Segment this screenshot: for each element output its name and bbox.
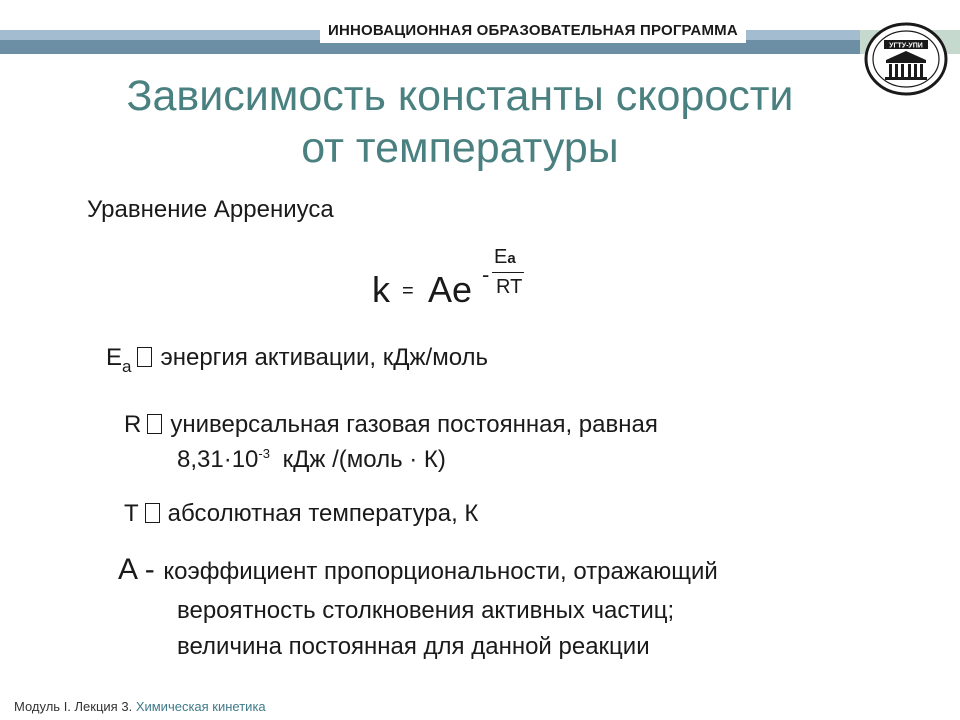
definition-r-value: $8,31\cdot 10^{-3}$ кДж /(моль · К) — [177, 446, 446, 473]
formula-equals: = — [402, 280, 414, 302]
university-logo — [864, 22, 948, 96]
missing-glyph-icon — [137, 347, 152, 367]
definition-ea: $E_a$ энергия активации, кДж/моль — [106, 344, 489, 376]
title-line-1: Зависимость константы скорости — [126, 72, 794, 120]
formula-minus: - — [482, 262, 490, 287]
footer-topic: Химическая кинетика — [135, 699, 266, 714]
formula-denominator: RT — [496, 276, 523, 298]
missing-glyph-icon — [147, 414, 162, 434]
logo-text: УГТУ-УПИ — [889, 42, 923, 50]
definition-a-line-3: величина постоянная для данной реакции — [177, 633, 650, 660]
slide-title — [60, 70, 860, 174]
program-banner: ИННОВАЦИОННАЯ ОБРАЗОВАТЕЛЬНАЯ ПРОГРАММА — [320, 18, 746, 43]
definition-a: A - коэффициент пропорциональности, отражающий — [118, 553, 718, 586]
formula-k: k — [372, 269, 390, 310]
formula-numerator: Ea — [494, 246, 516, 268]
definition-r: R универсальная газовая постоянная, равная — [124, 411, 658, 438]
footer-module: Модуль I. Лекция 3. — [14, 699, 133, 714]
definition-t: T абсолютная температура, К — [124, 500, 479, 527]
missing-glyph-icon — [145, 503, 160, 523]
equation-heading: Уравнение Аррениуса — [87, 196, 334, 223]
definition-a-line-2: вероятность столкновения активных частиц; — [177, 597, 675, 624]
footer — [14, 699, 266, 714]
title-line-2: от температуры — [301, 124, 619, 172]
fraction-line — [492, 272, 524, 273]
arrhenius-formula — [372, 246, 542, 316]
formula-ae: Ae — [428, 269, 473, 310]
